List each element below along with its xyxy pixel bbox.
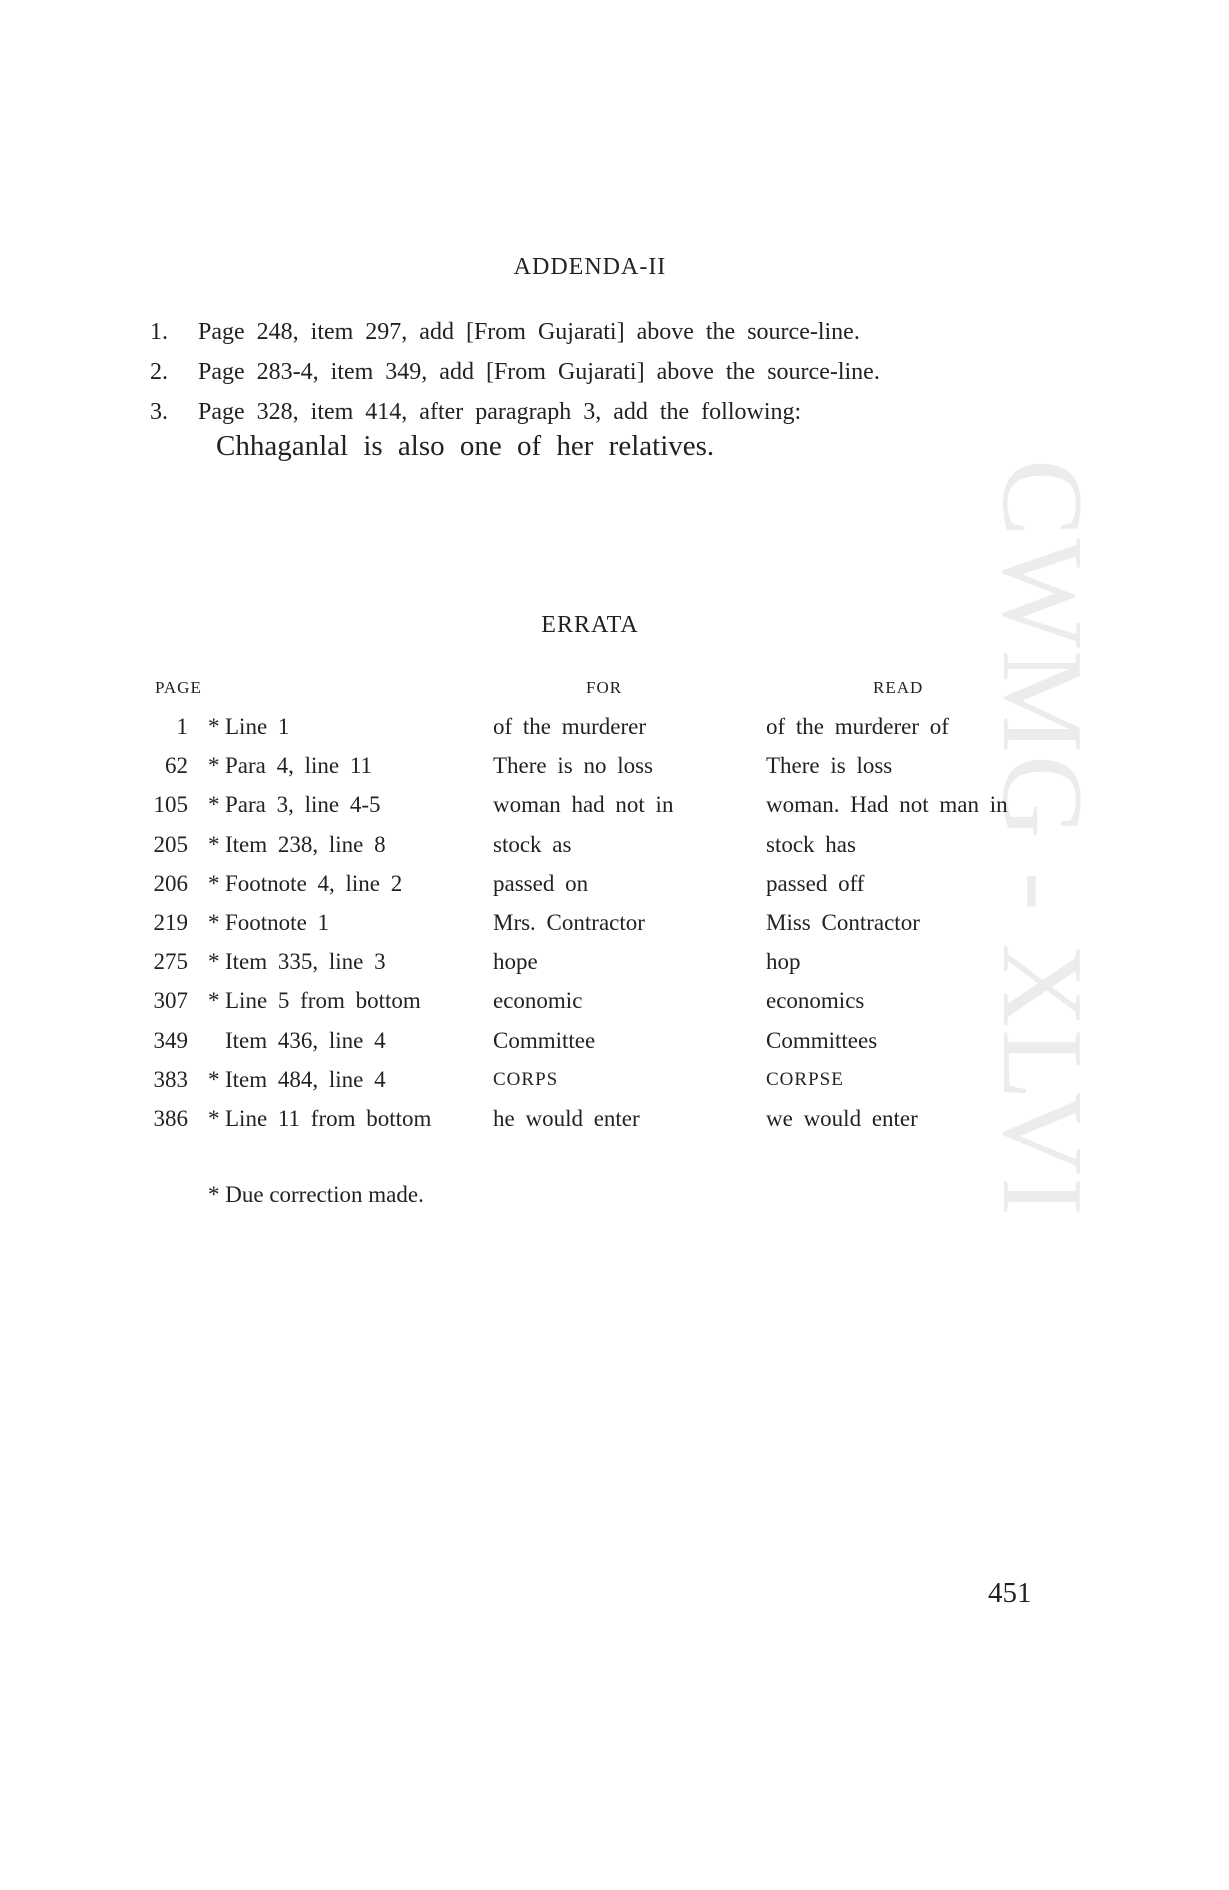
correction-asterisk: * <box>208 831 220 857</box>
errata-read-cell: we would enter <box>766 1105 918 1131</box>
errata-location-cell: Footnote 1 <box>225 909 330 935</box>
errata-footnote: * Due correction made. <box>208 1182 424 1207</box>
errata-page-cell: 105 <box>153 792 188 818</box>
errata-row <box>140 707 1060 746</box>
errata-for-cell: of the murderer <box>493 714 647 739</box>
errata-page-cell: 275 <box>153 949 188 975</box>
errata-page-cell: 386 <box>153 1105 188 1131</box>
errata-row <box>140 785 1060 824</box>
errata-row <box>140 746 1060 785</box>
correction-asterisk: * <box>208 792 220 818</box>
errata-read-cell: passed off <box>766 870 865 896</box>
errata-for-cell: economic <box>493 988 583 1014</box>
errata-row <box>140 825 1060 864</box>
errata-row <box>140 942 1060 981</box>
addenda-item-text: Page 283-4, item 349, add [From Gujarati] above the source-line. <box>198 359 880 385</box>
errata-location-cell: Item 484, line 4 <box>225 1066 386 1092</box>
addenda-item-text: Page 328, item 414, after paragraph 3, add the following: <box>198 399 802 425</box>
errata-for-cell: CORPS <box>493 1068 559 1090</box>
errata-read-cell: woman. Had not man in <box>766 792 1008 818</box>
correction-asterisk: * <box>208 949 220 975</box>
errata-page-cell: 205 <box>153 831 188 857</box>
errata-row <box>140 864 1060 903</box>
errata-for-cell: he would enter <box>493 1105 640 1131</box>
errata-row <box>140 1021 1060 1060</box>
addenda-item-number: 1. <box>150 319 168 345</box>
errata-page-cell: 206 <box>153 870 188 896</box>
correction-asterisk: * <box>208 1105 220 1131</box>
errata-for-cell: stock as <box>493 831 572 857</box>
errata-location-cell: Line 1 <box>225 714 290 739</box>
errata-page-cell: 62 <box>165 753 188 779</box>
errata-read-cell: Committees <box>766 1027 878 1053</box>
correction-asterisk: * <box>208 909 220 935</box>
errata-page-cell: 307 <box>153 988 188 1014</box>
errata-heading: ERRATA <box>541 612 639 638</box>
errata-for-cell: passed on <box>493 870 589 896</box>
errata-page-cell: 1 <box>176 714 188 739</box>
errata-location-cell: Line 11 from bottom <box>225 1105 432 1131</box>
page-number: 451 <box>988 1577 1032 1609</box>
addenda-item-number: 3. <box>150 399 168 425</box>
column-header-for: FOR <box>586 678 623 697</box>
watermark-text: CWMG - XLVI <box>978 459 1106 1218</box>
errata-location-cell: Para 4, line 11 <box>225 753 373 779</box>
correction-asterisk: * <box>208 870 220 896</box>
errata-location-cell: Line 5 from bottom <box>225 988 421 1014</box>
errata-read-cell: Miss Contractor <box>766 909 920 935</box>
errata-page-cell: 383 <box>153 1066 188 1092</box>
errata-location-cell: Para 3, line 4-5 <box>225 792 381 818</box>
correction-asterisk: * <box>208 988 220 1014</box>
addenda-item <box>150 392 970 432</box>
addenda-item-text: Page 248, item 297, add [From Gujarati] above the source-line. <box>198 319 860 345</box>
addenda-quote: Chhaganlal is also one of her relatives. <box>216 430 715 462</box>
errata-location-cell: Footnote 4, line 2 <box>225 870 403 896</box>
errata-for-cell: woman had not in <box>493 792 674 818</box>
errata-read-cell: of the murderer of <box>766 714 949 739</box>
errata-location-cell: Item 436, line 4 <box>225 1027 386 1053</box>
errata-read-cell: hop <box>766 949 801 975</box>
correction-asterisk: * <box>208 714 220 739</box>
errata-page-cell: 349 <box>153 1027 188 1053</box>
correction-asterisk: * <box>208 1066 220 1092</box>
errata-read-cell: CORPSE <box>766 1068 844 1090</box>
errata-read-cell: stock has <box>766 831 856 857</box>
errata-read-cell: There is loss <box>766 753 893 779</box>
errata-table <box>140 707 1060 1138</box>
errata-row <box>140 1060 1060 1099</box>
errata-row <box>140 1099 1060 1138</box>
errata-page-cell: 219 <box>153 909 188 935</box>
errata-for-cell: There is no loss <box>493 753 654 779</box>
errata-row <box>140 903 1060 942</box>
errata-for-cell: Mrs. Contractor <box>493 909 645 935</box>
addenda-item-number: 2. <box>150 359 168 385</box>
errata-row <box>140 981 1060 1020</box>
addenda-item <box>150 312 970 352</box>
addenda-heading: ADDENDA-II <box>513 254 667 280</box>
addenda-item <box>150 352 970 392</box>
correction-asterisk: * <box>208 753 220 779</box>
addenda-list <box>150 312 970 432</box>
errata-read-cell: economics <box>766 988 865 1014</box>
errata-location-cell: Item 335, line 3 <box>225 949 386 975</box>
errata-for-cell: Committee <box>493 1027 596 1053</box>
column-header-read: READ <box>873 678 924 697</box>
errata-location-cell: Item 238, line 8 <box>225 831 386 857</box>
column-header-page: PAGE <box>155 678 202 697</box>
errata-for-cell: hope <box>493 949 538 975</box>
